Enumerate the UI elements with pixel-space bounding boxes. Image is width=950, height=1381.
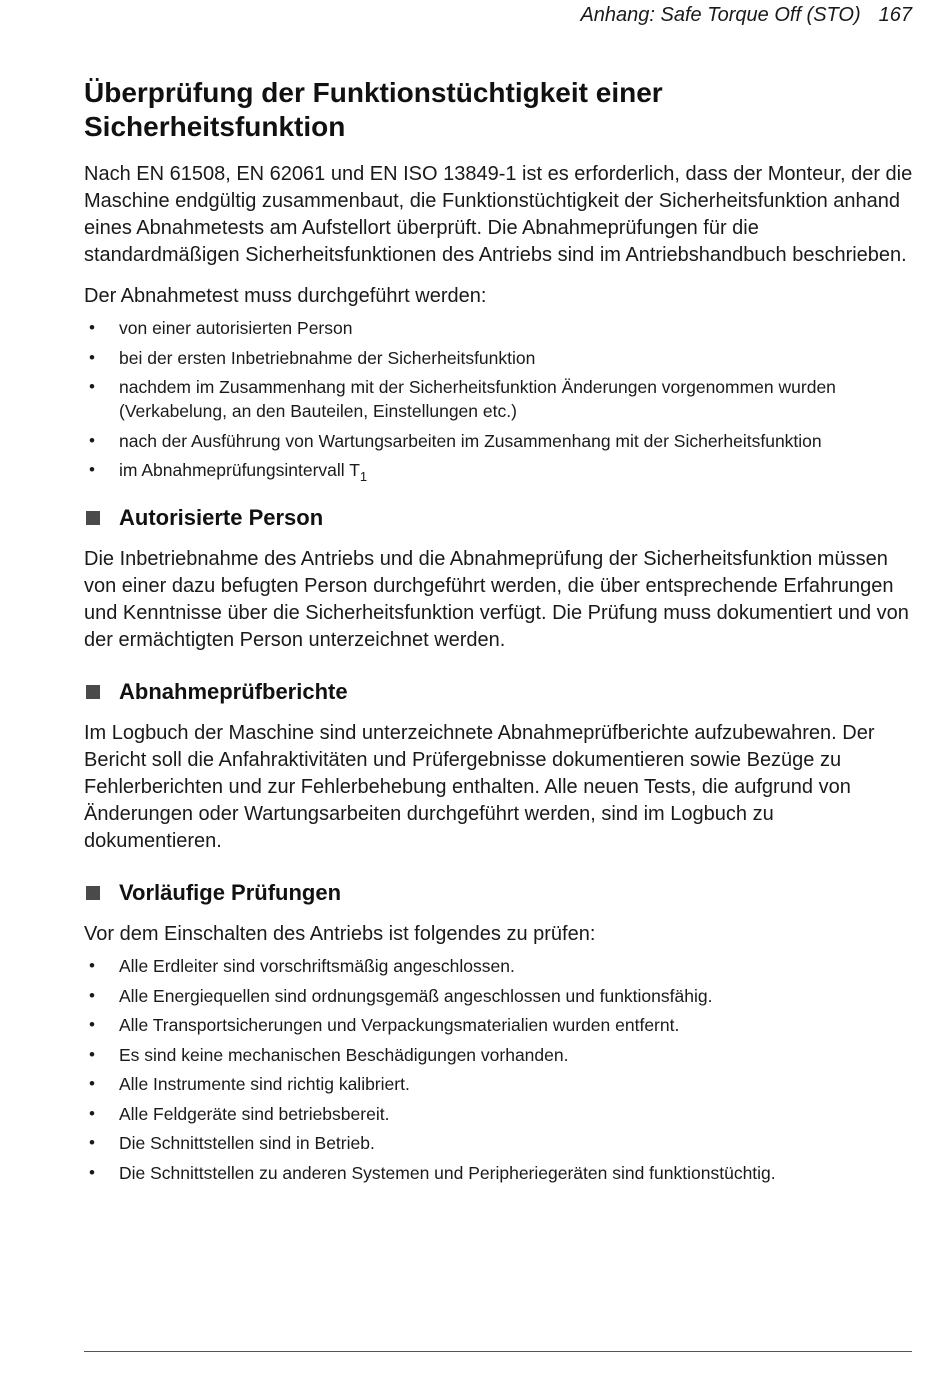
list-item: • Die Schnittstellen zu anderen Systemen und Peripheriegeräten sind funktionstüchtig.: [89, 1162, 776, 1183]
preliminary-list: [84, 954, 916, 1185]
page-number: 167: [878, 4, 912, 26]
bullet-icon: •: [89, 430, 95, 450]
section-heading-reports: Abnahmeprüfberichte: [84, 678, 916, 706]
test-required-lead: Der Abnahmetest muss durchgeführt werden:: [84, 285, 487, 307]
bullet-icon: •: [89, 1133, 95, 1152]
test-required-list: [84, 316, 916, 482]
list-item: • Alle Instrumente sind richtig kalibriert.: [89, 1074, 410, 1094]
bullet-icon: •: [89, 377, 95, 396]
running-title: Anhang: Safe Torque Off (STO): [580, 4, 861, 26]
list-item: • im Abnahmeprüfungsintervall $T_1$: [89, 460, 368, 484]
list-item: • Die Schnittstellen sind in Betrieb.: [89, 1133, 375, 1153]
list-item: • Alle Energiequellen sind ordnungsgemäß angeschlossen und funktionsfähig.: [89, 985, 713, 1006]
reports-paragraph: Im Logbuch der Maschine sind unterzeichnete Abnahmeprüfberichte aufzubewahren. Der Bericht soll die Anfahraktivitäten und Prüfergebnisse dokumentieren sowie Bezüge zu Fehlerberichten und zur Fehlerbehebung enthalten. Alle neuen Tests, die aufgrund von Änderungen oder Wartungsarbeiten durchgeführt werden, sind im Logbuch zu dokumentieren.: [84, 722, 875, 852]
bullet-icon: •: [89, 318, 95, 337]
list-item: • Alle Transportsicherungen und Verpackungsmaterialien wurden entfernt.: [89, 1015, 680, 1035]
bullet-icon: •: [89, 460, 95, 479]
page-title: Überprüfung der Funktionstüchtigkeit einer Sicherheitsfunktion: [84, 77, 663, 142]
square-bullet-icon: [86, 886, 100, 900]
footer-divider: [84, 1351, 912, 1352]
list-item: • nach der Ausführung von Wartungsarbeiten im Zusammenhang mit der Sicherheitsfunktion: [89, 430, 822, 451]
section-heading-preliminary: Vorläufige Prüfungen: [84, 879, 916, 907]
bullet-icon: •: [89, 1015, 95, 1034]
list-item: • nachdem im Zusammenhang mit der Sicherheitsfunktion Änderungen vorgenommen wurden (Verkabelung, an den Bauteilen, Einstellungen etc.): [89, 377, 836, 421]
authorized-person-paragraph: Die Inbetriebnahme des Antriebs und die Abnahmeprüfung der Sicherheitsfunktion müssen von einer dazu befugten Person durchgeführt werden, die über entsprechende Erfahrungen und Kenntnisse über die Sicherheitsfunktion verfügt. Die Prüfung muss dokumentiert und von der ermächtigten Person unterzeichnet werden.: [84, 548, 909, 651]
bullet-icon: •: [89, 347, 95, 367]
list-item: • Alle Erdleiter sind vorschriftsmäßig angeschlossen.: [89, 956, 515, 976]
bullet-icon: •: [89, 1162, 95, 1182]
subscript: 1: [359, 469, 368, 484]
bullet-icon: •: [89, 956, 95, 975]
list-item: • bei der ersten Inbetriebnahme der Sicherheitsfunktion: [89, 347, 536, 368]
list-item: • von einer autorisierten Person: [89, 318, 353, 338]
bullet-icon: •: [89, 1074, 95, 1093]
square-bullet-icon: [86, 511, 100, 525]
page-content: [84, 76, 916, 1190]
preliminary-lead: Vor dem Einschalten des Antriebs ist folgendes zu prüfen:: [84, 923, 596, 945]
list-item: • Alle Feldgeräte sind betriebsbereit.: [89, 1103, 390, 1124]
intro-paragraph: Nach EN 61508, EN 62061 und EN ISO 13849-1 ist es erforderlich, dass der Monteur, der die Maschine endgültig zusammenbaut, die Funktionstüchtigkeit der Sicherheitsfunktion anhand eines Abnahmetests am Aufstellort überprüft. Die Abnahmeprüfungen für die standardmäßigen Sicherheitsfunktionen des Antriebs sind im Antriebshandbuch beschrieben.: [84, 163, 913, 266]
bullet-icon: •: [89, 985, 95, 1005]
square-bullet-icon: [86, 685, 100, 699]
running-header: [580, 4, 912, 27]
section-heading-authorized-person: Autorisierte Person: [84, 504, 916, 532]
bullet-icon: •: [89, 1103, 95, 1123]
list-item: • Es sind keine mechanischen Beschädigungen vorhanden.: [89, 1044, 569, 1065]
bullet-icon: •: [89, 1044, 95, 1064]
